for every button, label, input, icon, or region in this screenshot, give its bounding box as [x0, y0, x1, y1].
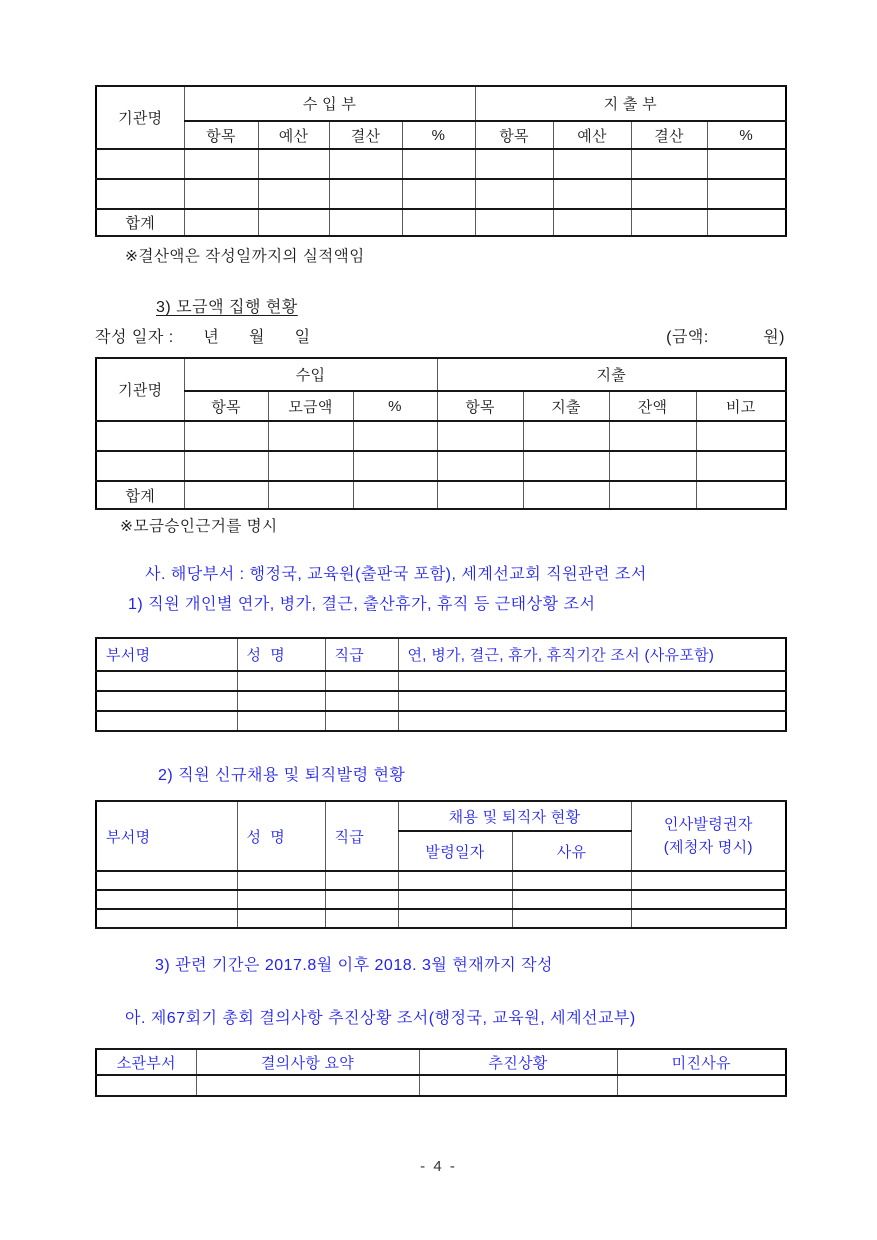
empty-cell	[184, 209, 258, 236]
attendance-col-rank: 직급	[325, 638, 398, 671]
empty-cell	[96, 1075, 196, 1096]
fundraising-total-label: 합계	[96, 481, 184, 509]
authority-line2: (제청자 명시)	[663, 839, 753, 856]
resolution-col-reason: 미진사유	[617, 1049, 786, 1075]
empty-cell	[523, 481, 609, 509]
fundraising-org-header: 기관명	[96, 358, 184, 421]
empty-cell	[353, 421, 437, 451]
total-row	[96, 481, 786, 509]
budget-table	[95, 85, 787, 237]
empty-cell	[96, 890, 237, 909]
budget-org-header: 기관명	[96, 86, 184, 149]
empty-cell	[96, 871, 237, 890]
fundraising-table	[95, 357, 787, 510]
table-row	[96, 711, 786, 731]
empty-cell	[325, 711, 398, 731]
empty-cell	[184, 451, 268, 481]
budget-expense-col: %	[707, 121, 786, 149]
empty-cell	[184, 481, 268, 509]
fundraising-expense-col: 비고	[696, 391, 786, 421]
fundraising-income-group-header: 수입	[184, 358, 437, 391]
fundraising-expense-group-header: 지출	[437, 358, 786, 391]
empty-cell	[512, 909, 631, 928]
empty-cell	[329, 209, 402, 236]
empty-cell	[398, 871, 512, 890]
budget-note: ※결산액은 작성일까지의 실적액임	[125, 248, 365, 265]
table-row	[96, 671, 786, 691]
empty-cell	[96, 691, 237, 711]
fundraising-section-title: 3) 모금액 집행 현황	[156, 299, 298, 316]
personnel-col-reason: 사유	[512, 831, 631, 871]
empty-cell	[96, 451, 184, 481]
table-row	[96, 149, 786, 179]
empty-cell	[329, 149, 402, 179]
total-row	[96, 209, 786, 236]
empty-cell	[325, 890, 398, 909]
empty-cell	[258, 179, 329, 209]
empty-cell	[437, 421, 523, 451]
empty-cell	[268, 451, 353, 481]
empty-cell	[523, 421, 609, 451]
empty-cell	[553, 179, 631, 209]
empty-cell	[475, 179, 553, 209]
attendance-section-line: 사. 해당부서 : 행정국, 교육원(출판국 포함), 세계선교회 직원관련 조서	[145, 566, 647, 583]
empty-cell	[96, 909, 237, 928]
attendance-table	[95, 637, 787, 732]
empty-cell	[707, 149, 786, 179]
empty-cell	[96, 711, 237, 731]
fundraising-date-line	[95, 324, 785, 347]
attendance-col-dept: 부서명	[96, 638, 237, 671]
date-fields: 작성 일자 : 년 월 일	[95, 329, 311, 346]
empty-cell	[402, 179, 475, 209]
fundraising-expense-col: 지출	[523, 391, 609, 421]
personnel-item-line: 2) 직원 신규채용 및 퇴직발령 현황	[158, 767, 406, 784]
budget-income-col: 항목	[184, 121, 258, 149]
empty-cell	[96, 421, 184, 451]
table-row	[96, 871, 786, 890]
budget-income-group-header: 수 입 부	[184, 86, 475, 121]
empty-cell	[96, 671, 237, 691]
empty-cell	[437, 451, 523, 481]
empty-cell	[696, 481, 786, 509]
empty-cell	[402, 209, 475, 236]
personnel-group-header: 채용 및 퇴직자 현황	[398, 801, 631, 831]
personnel-col-name: 성 명	[237, 801, 325, 871]
empty-cell	[707, 209, 786, 236]
page-number: - 4 -	[420, 1158, 457, 1175]
authority-line1: 인사발령권자	[663, 815, 753, 833]
empty-cell	[475, 209, 553, 236]
empty-cell	[631, 871, 786, 890]
empty-cell	[609, 451, 696, 481]
empty-cell	[398, 890, 512, 909]
empty-cell	[398, 671, 786, 691]
resolution-col-dept: 소관부서	[96, 1049, 196, 1075]
amount-label: (금액: 원)	[666, 329, 785, 346]
empty-cell	[268, 481, 353, 509]
empty-cell	[258, 149, 329, 179]
budget-income-col: 결산	[329, 121, 402, 149]
empty-cell	[237, 871, 325, 890]
empty-cell	[553, 209, 631, 236]
budget-expense-col: 결산	[631, 121, 707, 149]
budget-total-label: 합계	[96, 209, 184, 236]
empty-cell	[325, 671, 398, 691]
empty-cell	[631, 909, 786, 928]
empty-cell	[631, 149, 707, 179]
budget-expense-col: 예산	[553, 121, 631, 149]
empty-cell	[631, 179, 707, 209]
empty-cell	[237, 671, 325, 691]
empty-cell	[184, 421, 268, 451]
fundraising-expense-col: 잔액	[609, 391, 696, 421]
budget-income-col: %	[402, 121, 475, 149]
empty-cell	[325, 871, 398, 890]
resolution-col-progress: 추진상황	[419, 1049, 617, 1075]
fundraising-note: ※모금승인근거를 명시	[120, 518, 278, 535]
fundraising-income-col: 모금액	[268, 391, 353, 421]
empty-cell	[398, 691, 786, 711]
resolution-col-summary: 결의사항 요약	[196, 1049, 419, 1075]
empty-cell	[512, 871, 631, 890]
empty-cell	[237, 890, 325, 909]
fundraising-expense-col: 항목	[437, 391, 523, 421]
empty-cell	[617, 1075, 786, 1096]
table-row	[96, 1075, 786, 1096]
budget-expense-group-header: 지 출 부	[475, 86, 786, 121]
empty-cell	[196, 1075, 419, 1096]
personnel-authority-header	[631, 801, 786, 871]
empty-cell	[353, 481, 437, 509]
empty-cell	[184, 149, 258, 179]
fundraising-income-col: 항목	[184, 391, 268, 421]
table-row	[96, 451, 786, 481]
empty-cell	[609, 481, 696, 509]
empty-cell	[237, 711, 325, 731]
table-row	[96, 179, 786, 209]
empty-cell	[353, 451, 437, 481]
empty-cell	[609, 421, 696, 451]
empty-cell	[237, 909, 325, 928]
budget-income-col: 예산	[258, 121, 329, 149]
personnel-col-rank: 직급	[325, 801, 398, 871]
empty-cell	[475, 149, 553, 179]
attendance-col-name: 성 명	[237, 638, 325, 671]
empty-cell	[258, 209, 329, 236]
empty-cell	[553, 149, 631, 179]
empty-cell	[437, 481, 523, 509]
empty-cell	[512, 890, 631, 909]
table-row	[96, 691, 786, 711]
empty-cell	[398, 711, 786, 731]
empty-cell	[523, 451, 609, 481]
table-row	[96, 421, 786, 451]
empty-cell	[398, 909, 512, 928]
empty-cell	[631, 209, 707, 236]
empty-cell	[419, 1075, 617, 1096]
personnel-table	[95, 800, 787, 929]
empty-cell	[184, 179, 258, 209]
empty-cell	[268, 421, 353, 451]
resolution-section-line: 아. 제67회기 총회 결의사항 추진상황 조서(행정국, 교육원, 세계선교부)	[125, 1010, 636, 1027]
empty-cell	[237, 691, 325, 711]
table-row	[96, 890, 786, 909]
budget-expense-col: 항목	[475, 121, 553, 149]
personnel-period-line: 3) 관련 기간은 2017.8월 이후 2018. 3월 현재까지 작성	[155, 957, 554, 974]
empty-cell	[325, 691, 398, 711]
attendance-col-detail: 연, 병가, 결근, 휴가, 휴직기간 조서 (사유포함)	[398, 638, 786, 671]
empty-cell	[707, 179, 786, 209]
empty-cell	[329, 179, 402, 209]
attendance-item-line: 1) 직원 개인별 연가, 병가, 결근, 출산휴가, 휴직 등 근태상황 조서	[128, 596, 596, 613]
empty-cell	[96, 179, 184, 209]
empty-cell	[325, 909, 398, 928]
empty-cell	[696, 451, 786, 481]
empty-cell	[696, 421, 786, 451]
empty-cell	[631, 890, 786, 909]
fundraising-income-col: %	[353, 391, 437, 421]
empty-cell	[402, 149, 475, 179]
empty-cell	[96, 149, 184, 179]
resolution-table	[95, 1048, 787, 1097]
personnel-col-date: 발령일자	[398, 831, 512, 871]
table-row	[96, 909, 786, 928]
personnel-col-dept: 부서명	[96, 801, 237, 871]
